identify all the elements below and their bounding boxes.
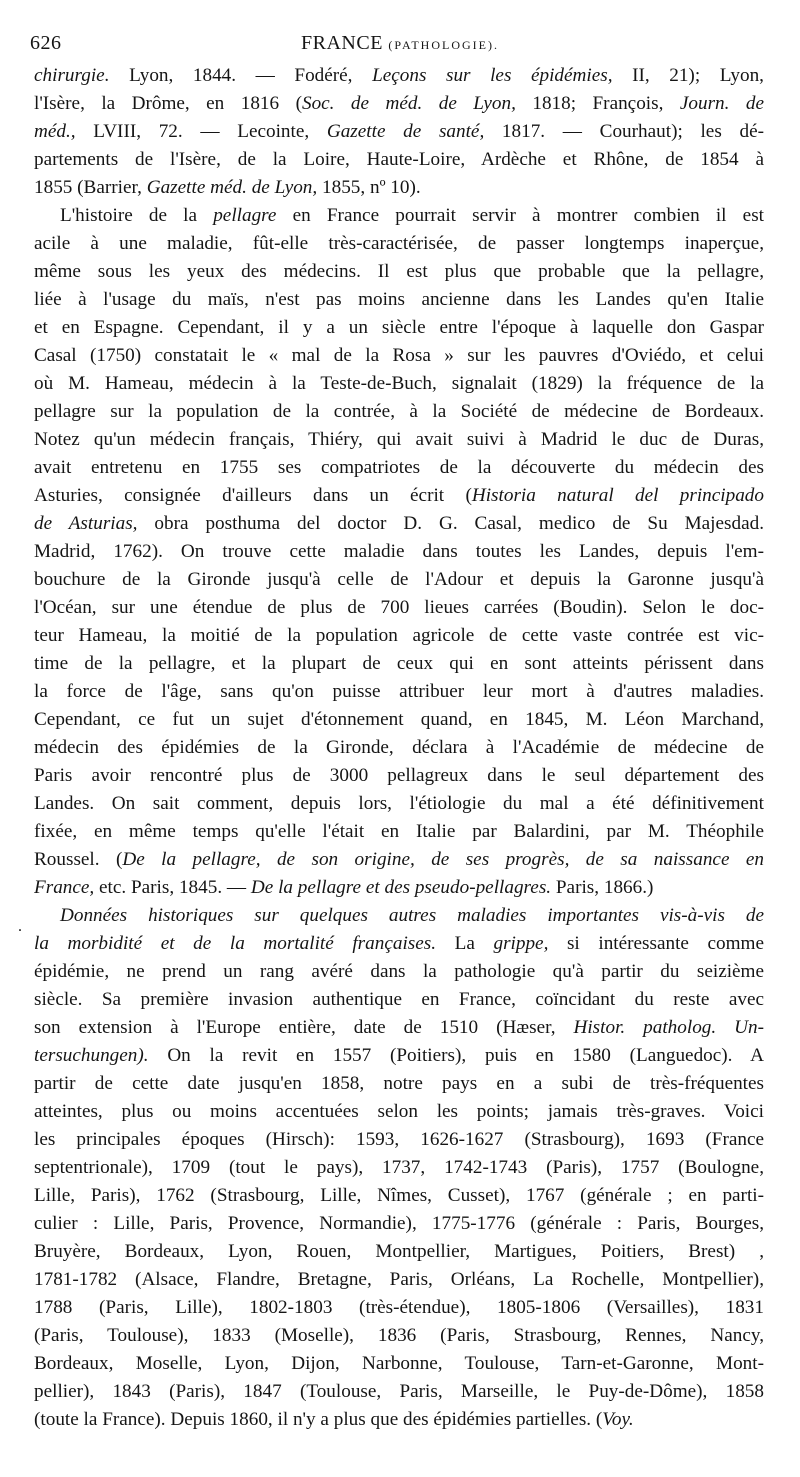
text-line: [34, 202, 764, 230]
running-title-main: FRANCE: [301, 32, 383, 54]
text-segment: Notez qu'un médecin français, Thiéry, qui avait suivi à Madrid le duc de Duras,: [34, 429, 764, 450]
text-line: [34, 762, 764, 790]
text-line: [34, 1350, 764, 1378]
text-segment: Madrid, 1762). On trouve cette maladie dans toutes les Landes, depuis l'em-: [34, 541, 764, 562]
text-line: [34, 258, 764, 286]
running-title: [30, 32, 770, 55]
text-line: [34, 650, 764, 678]
text-segment: même sous les yeux des médecins. Il est plus que probable que la pellagre,: [34, 261, 764, 282]
text-segment: septentrionale), 1709 (tout le pays), 1737, 1742-1743 (Paris), 1757 (Boulogne,: [34, 1157, 764, 1178]
page-header: [30, 32, 770, 58]
text-segment: fixée, en même temps qu'elle l'était en Italie par Balardini, par M. Théophile: [34, 821, 764, 842]
text-line: [34, 790, 764, 818]
text-line: [34, 566, 764, 594]
text-segment: l'Isère, la Drôme, en 1816 (: [34, 93, 302, 114]
text-segment: l'Océan, sur une étendue de plus de 700 lieues carrées (Boudin). Selon le doc-: [34, 597, 764, 618]
italic-text: Gazette méd. de Lyon,: [146, 177, 318, 198]
text-line: [34, 370, 764, 398]
text-line: [34, 1210, 764, 1238]
text-segment: 1817. — Courhaut); les dé-: [484, 121, 764, 142]
text-segment: (toute la France). Depuis 1860, il n'y a plus que des épidémies partielles. (: [34, 1409, 603, 1430]
text-segment: teur Hameau, la moitié de la population agricole de cette vaste contrée est vic-: [34, 625, 764, 646]
text-segment: time de la pellagre, et la plupart de ceux qui en sont atteints périssent dans: [34, 653, 764, 674]
text-segment: Landes. On sait comment, depuis lors, l'étiologie du mal a été définitivement: [34, 793, 764, 814]
text-segment: siècle. Sa première invasion authentique en France, coïncidant du reste avec: [34, 989, 764, 1010]
italic-text: De la pellagre, de son origine, de ses progrès, de sa naissance en: [122, 849, 764, 870]
text-segment: Cependant, ce fut un sujet d'étonnement quand, en 1845, M. Léon Marchand,: [34, 709, 764, 730]
text-line: [34, 118, 764, 146]
text-segment: Paris, 1866.): [551, 877, 654, 898]
text-segment: son extension à l'Europe entière, date de 1510 (Hæser,: [34, 1017, 574, 1038]
text-line: [34, 1126, 764, 1154]
text-line: [34, 454, 764, 482]
text-segment: partir de cette date jusqu'en 1858, notre pays en a subi de très-fréquentes: [34, 1073, 764, 1094]
text-line: [34, 62, 764, 90]
text-segment: en France pourrait servir à montrer combien il est: [276, 205, 764, 226]
text-segment: médecin des épidémies de la Gironde, déclara à l'Académie de médecine de: [34, 737, 764, 758]
text-segment: culier : Lille, Paris, Provence, Normandie), 1775-1776 (générale : Paris, Bourges,: [34, 1213, 764, 1234]
text-segment: etc. Paris, 1845. —: [94, 877, 251, 898]
italic-text: France,: [34, 877, 95, 898]
italic-text: Journ. de: [679, 93, 764, 114]
text-line: [34, 538, 764, 566]
text-line: [34, 1070, 764, 1098]
italic-text: la morbidité et de la mortalité françaises.: [34, 933, 437, 954]
text-line: [34, 706, 764, 734]
text-segment: obra posthuma del doctor D. G. Casal, medico de Su Majesdad.: [137, 513, 764, 534]
text-segment: 1855, nº 10).: [317, 177, 421, 198]
italic-text: de Asturias,: [34, 513, 138, 534]
italic-text: Gazette de santé,: [326, 121, 485, 142]
text-segment: L'histoire de la: [60, 205, 214, 226]
text-segment: avait entretenu en 1755 ses compatriotes de la découverte du médecin des: [34, 457, 764, 478]
text-line: [34, 510, 764, 538]
text-line: [34, 930, 764, 958]
text-line: [34, 734, 764, 762]
text-segment: 1781-1782 (Alsace, Flandre, Bretagne, Paris, Orléans, La Rochelle, Montpellier),: [34, 1269, 764, 1290]
text-segment: les principales époques (Hirsch): 1593, 1626-1627 (Strasbourg), 1693 (France: [34, 1129, 764, 1150]
text-line: [34, 146, 764, 174]
text-line: [34, 1378, 764, 1406]
italic-text: Soc. de méd. de Lyon,: [301, 93, 516, 114]
text-line: [34, 1154, 764, 1182]
text-segment: II, 21); Lyon,: [612, 65, 764, 86]
italic-text: tersuchungen).: [34, 1045, 149, 1066]
text-segment: acile à une maladie, fût-elle très-caractérisée, de passer longtemps inaperçue,: [34, 233, 764, 254]
text-line: [34, 622, 764, 650]
text-segment: partements de l'Isère, de la Loire, Haute-Loire, Ardèche et Rhône, de 1854 à: [34, 149, 764, 170]
text-segment: si intéressante comme: [548, 933, 764, 954]
text-line: [34, 230, 764, 258]
italic-text: grippe,: [493, 933, 549, 954]
text-segment: atteintes, plus ou moins accentuées selon les points; jamais très-graves. Voici: [34, 1101, 764, 1122]
text-line: [34, 678, 764, 706]
page-number: 626: [30, 32, 62, 54]
text-line: [34, 1182, 764, 1210]
italic-text: méd.,: [34, 121, 76, 142]
italic-text: Histor. patholog. Un-: [573, 1017, 764, 1038]
text-segment: La: [436, 933, 494, 954]
text-segment: Paris avoir rencontré plus de 3000 pellagreux dans le seul département des: [34, 765, 764, 786]
text-segment: Asturies, consignée d'ailleurs dans un écrit (: [34, 485, 472, 506]
italic-text: Données historiques sur quelques autres maladies importantes vis-à-vis de: [60, 905, 764, 926]
text-line: [34, 342, 764, 370]
text-segment: la force de l'âge, sans qu'on puisse attribuer leur mort à d'autres maladies.: [34, 681, 764, 702]
margin-mark: .: [18, 918, 22, 935]
text-line: [34, 314, 764, 342]
text-line: [34, 426, 764, 454]
running-title-sub: (PATHOLOGIE).: [388, 38, 499, 52]
text-segment: 1855 (Barrier,: [34, 177, 147, 198]
italic-text: De la pellagre et des pseudo-pellagres.: [250, 877, 552, 898]
text-line: [34, 398, 764, 426]
text-line: [34, 902, 764, 930]
text-segment: 1788 (Paris, Lille), 1802-1803 (très-étendue), 1805-1806 (Versailles), 1831: [34, 1297, 764, 1318]
text-line: [34, 986, 764, 1014]
text-line: [34, 846, 764, 874]
text-segment: Bordeaux, Moselle, Lyon, Dijon, Narbonne, Toulouse, Tarn-et-Garonne, Mont-: [34, 1353, 764, 1374]
text-line: [34, 1294, 764, 1322]
text-segment: Bruyère, Bordeaux, Lyon, Rouen, Montpellier, Martigues, Poitiers, Brest) ,: [34, 1241, 764, 1262]
text-line: [34, 818, 764, 846]
body-text: [34, 62, 764, 1434]
text-line: [34, 594, 764, 622]
text-segment: Casal (1750) constatait le « mal de la Rosa » sur les pauvres d'Oviédo, et celui: [34, 345, 764, 366]
text-segment: Roussel. (: [34, 849, 123, 870]
text-line: [34, 1406, 764, 1434]
text-line: [34, 874, 764, 902]
text-line: [34, 958, 764, 986]
text-line: [34, 482, 764, 510]
text-line: [34, 1266, 764, 1294]
text-segment: Lille, Paris), 1762 (Strasbourg, Lille, Nîmes, Cusset), 1767 (générale ; en parti-: [34, 1185, 764, 1206]
text-segment: où M. Hameau, médecin à la Teste-de-Buch, signalait (1829) la fréquence de la: [34, 373, 764, 394]
text-line: [34, 1098, 764, 1126]
text-line: [34, 1322, 764, 1350]
italic-text: pellagre: [213, 205, 277, 226]
text-line: [34, 1238, 764, 1266]
text-line: [34, 174, 764, 202]
italic-text: Historia natural del principado: [471, 485, 764, 506]
text-segment: LVIII, 72. — Lecointe,: [75, 121, 327, 142]
italic-text: Voy.: [602, 1409, 634, 1430]
text-segment: (Paris, Toulouse), 1833 (Moselle), 1836 (Paris, Strasbourg, Rennes, Nancy,: [34, 1325, 764, 1346]
text-segment: pellier), 1843 (Paris), 1847 (Toulouse, Paris, Marseille, le Puy-de-Dôme), 1858: [34, 1381, 764, 1402]
text-segment: liée à l'usage du maïs, n'est pas moins ancienne dans les Landes qu'en Italie: [34, 289, 764, 310]
text-line: [34, 90, 764, 118]
text-line: [34, 286, 764, 314]
text-segment: bouchure de la Gironde jusqu'à celle de l'Adour et depuis la Garonne jusqu'à: [34, 569, 764, 590]
italic-text: Leçons sur les épidémies,: [372, 65, 613, 86]
italic-text: chirurgie.: [34, 65, 110, 86]
text-segment: épidémie, ne prend un rang avéré dans la pathologie qu'à partir du seizième: [34, 961, 764, 982]
text-line: [34, 1014, 764, 1042]
text-segment: et en Espagne. Cependant, il y a un siècle entre l'époque à laquelle don Gaspar: [34, 317, 764, 338]
text-segment: 1818; François,: [515, 93, 680, 114]
text-line: [34, 1042, 764, 1070]
text-segment: On la revit en 1557 (Poitiers), puis en 1580 (Languedoc). A: [148, 1045, 764, 1066]
text-segment: Lyon, 1844. — Fodéré,: [109, 65, 373, 86]
text-segment: pellagre sur la population de la contrée, à la Société de médecine de Bordeaux.: [34, 401, 764, 422]
